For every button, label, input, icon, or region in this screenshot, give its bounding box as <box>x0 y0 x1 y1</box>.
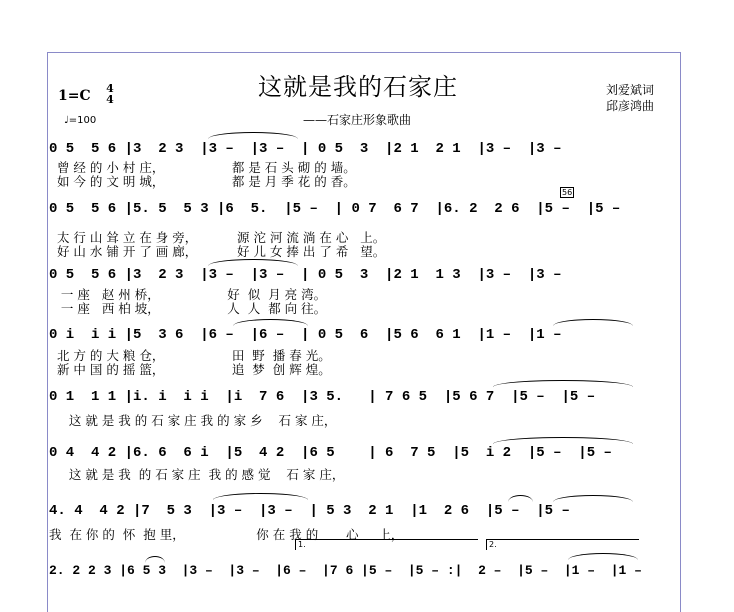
notation-line: 0 5 5 6 |5. 5 5 3 |6 5. |5 – | 0 7 6 7 |6. 2 2 6 |5 – |5 – <box>49 201 621 217</box>
rehearsal-marker: 56 <box>562 188 573 197</box>
lyric-verse-1: 曾 经 的 小 村 庄， 都 是 石 头 砌 的 墙。 <box>49 160 356 175</box>
lyric-verse-2: 如 今 的 文 明 城， 都 是 月 季 花 的 香。 <box>49 174 356 189</box>
lyric-verse-1: 我 在 你 的 怀 抱 里， 你 在 我 的 心 上， <box>49 527 404 542</box>
meter-bottom: 4 <box>106 93 114 106</box>
tie-arc <box>493 437 633 444</box>
notation-line: 2. 2 2 3 |6 5 3 |3 – |3 – |6 – |7 6 |5 – |5 – :| 2 – |5 – |1 – |1 – <box>49 563 642 578</box>
notation-line: 0 5 5 6 |3 2 3 |3 – |3 – | 0 5 3 |2 1 2 1 |3 – |3 – <box>49 141 562 157</box>
tie-arc <box>493 380 633 387</box>
time-signature <box>105 83 115 105</box>
notation-line: 0 i i i |5 3 6 |6 – |6 – | 0 5 6 |5 6 6 1 |1 – |1 – <box>49 327 562 343</box>
volta-first-ending: 1. <box>295 539 478 550</box>
meter-top: 4 <box>106 82 114 95</box>
tie-arc <box>208 132 298 139</box>
slur-arc <box>145 556 165 563</box>
volta-second-ending: 2. <box>486 539 639 550</box>
tie-arc <box>213 493 308 500</box>
notation-line: 4. 4 4 2 |7 5 3 |3 – |3 – | 5 3 2 1 |1 2 6 |5 – |5 – <box>49 503 570 519</box>
composer-credit: 邱彦鸿曲 <box>606 99 655 113</box>
tie-arc <box>208 259 298 266</box>
lyric-verse-2: 一 座 西 柏 坡， 人 人 都 向 往。 <box>49 301 327 316</box>
lyric-verse-1: 一 座 赵 州 桥， 好 似 月 亮 湾。 <box>49 287 327 302</box>
song-title: 这就是我的石家庄 <box>258 73 458 101</box>
lyric-verse-2: 新 中 国 的 摇 篮， 追 梦 创 辉 煌。 <box>49 362 331 377</box>
lyric-verse-1: 这 就 是 我 的 石 家 庄 我 的 家 乡 石 家 庄， <box>49 413 337 428</box>
lyric-verse-1: 这 就 是 我 的 石 家 庄 我 的 感 觉 石 家 庄， <box>49 467 345 482</box>
notation-line: 0 4 4 2 |6. 6 6 i |5 4 2 |6 5 | 6 7 5 |5 i 2 |5 – |5 – <box>49 445 612 461</box>
notation-line: 0 5 5 6 |3 2 3 |3 – |3 – | 0 5 3 |2 1 1 3 |3 – |3 – <box>49 267 562 283</box>
key-signature: 1=C <box>58 88 91 104</box>
lyric-verse-1: 北 方 的 大 粮 仓， 田 野 播 春 光。 <box>49 348 331 363</box>
tie-arc <box>553 319 633 326</box>
score-sheet <box>47 52 681 612</box>
tie-arc <box>568 553 638 560</box>
tie-arc <box>233 319 308 326</box>
notation-line: 0 1 1 1 |i. i i i |i 7 6 |3 5. | 7 6 5 |5 6 7 |5 – |5 – <box>49 389 596 405</box>
tie-arc <box>553 495 633 502</box>
song-subtitle: ——石家庄形象歌曲 <box>303 113 412 127</box>
slur-arc <box>508 495 533 502</box>
lyric-verse-1: 太 行 山 耸 立 在 身 旁， 源 沱 河 流 淌 在 心 上。 <box>49 230 386 245</box>
tempo-mark: ♩=100 <box>64 115 97 126</box>
lyricist-credit: 刘爱斌词 <box>606 83 655 97</box>
lyric-verse-2: 好 山 水 铺 开 了 画 廊， 好 儿 女 捧 出 了 希 望。 <box>49 244 386 259</box>
